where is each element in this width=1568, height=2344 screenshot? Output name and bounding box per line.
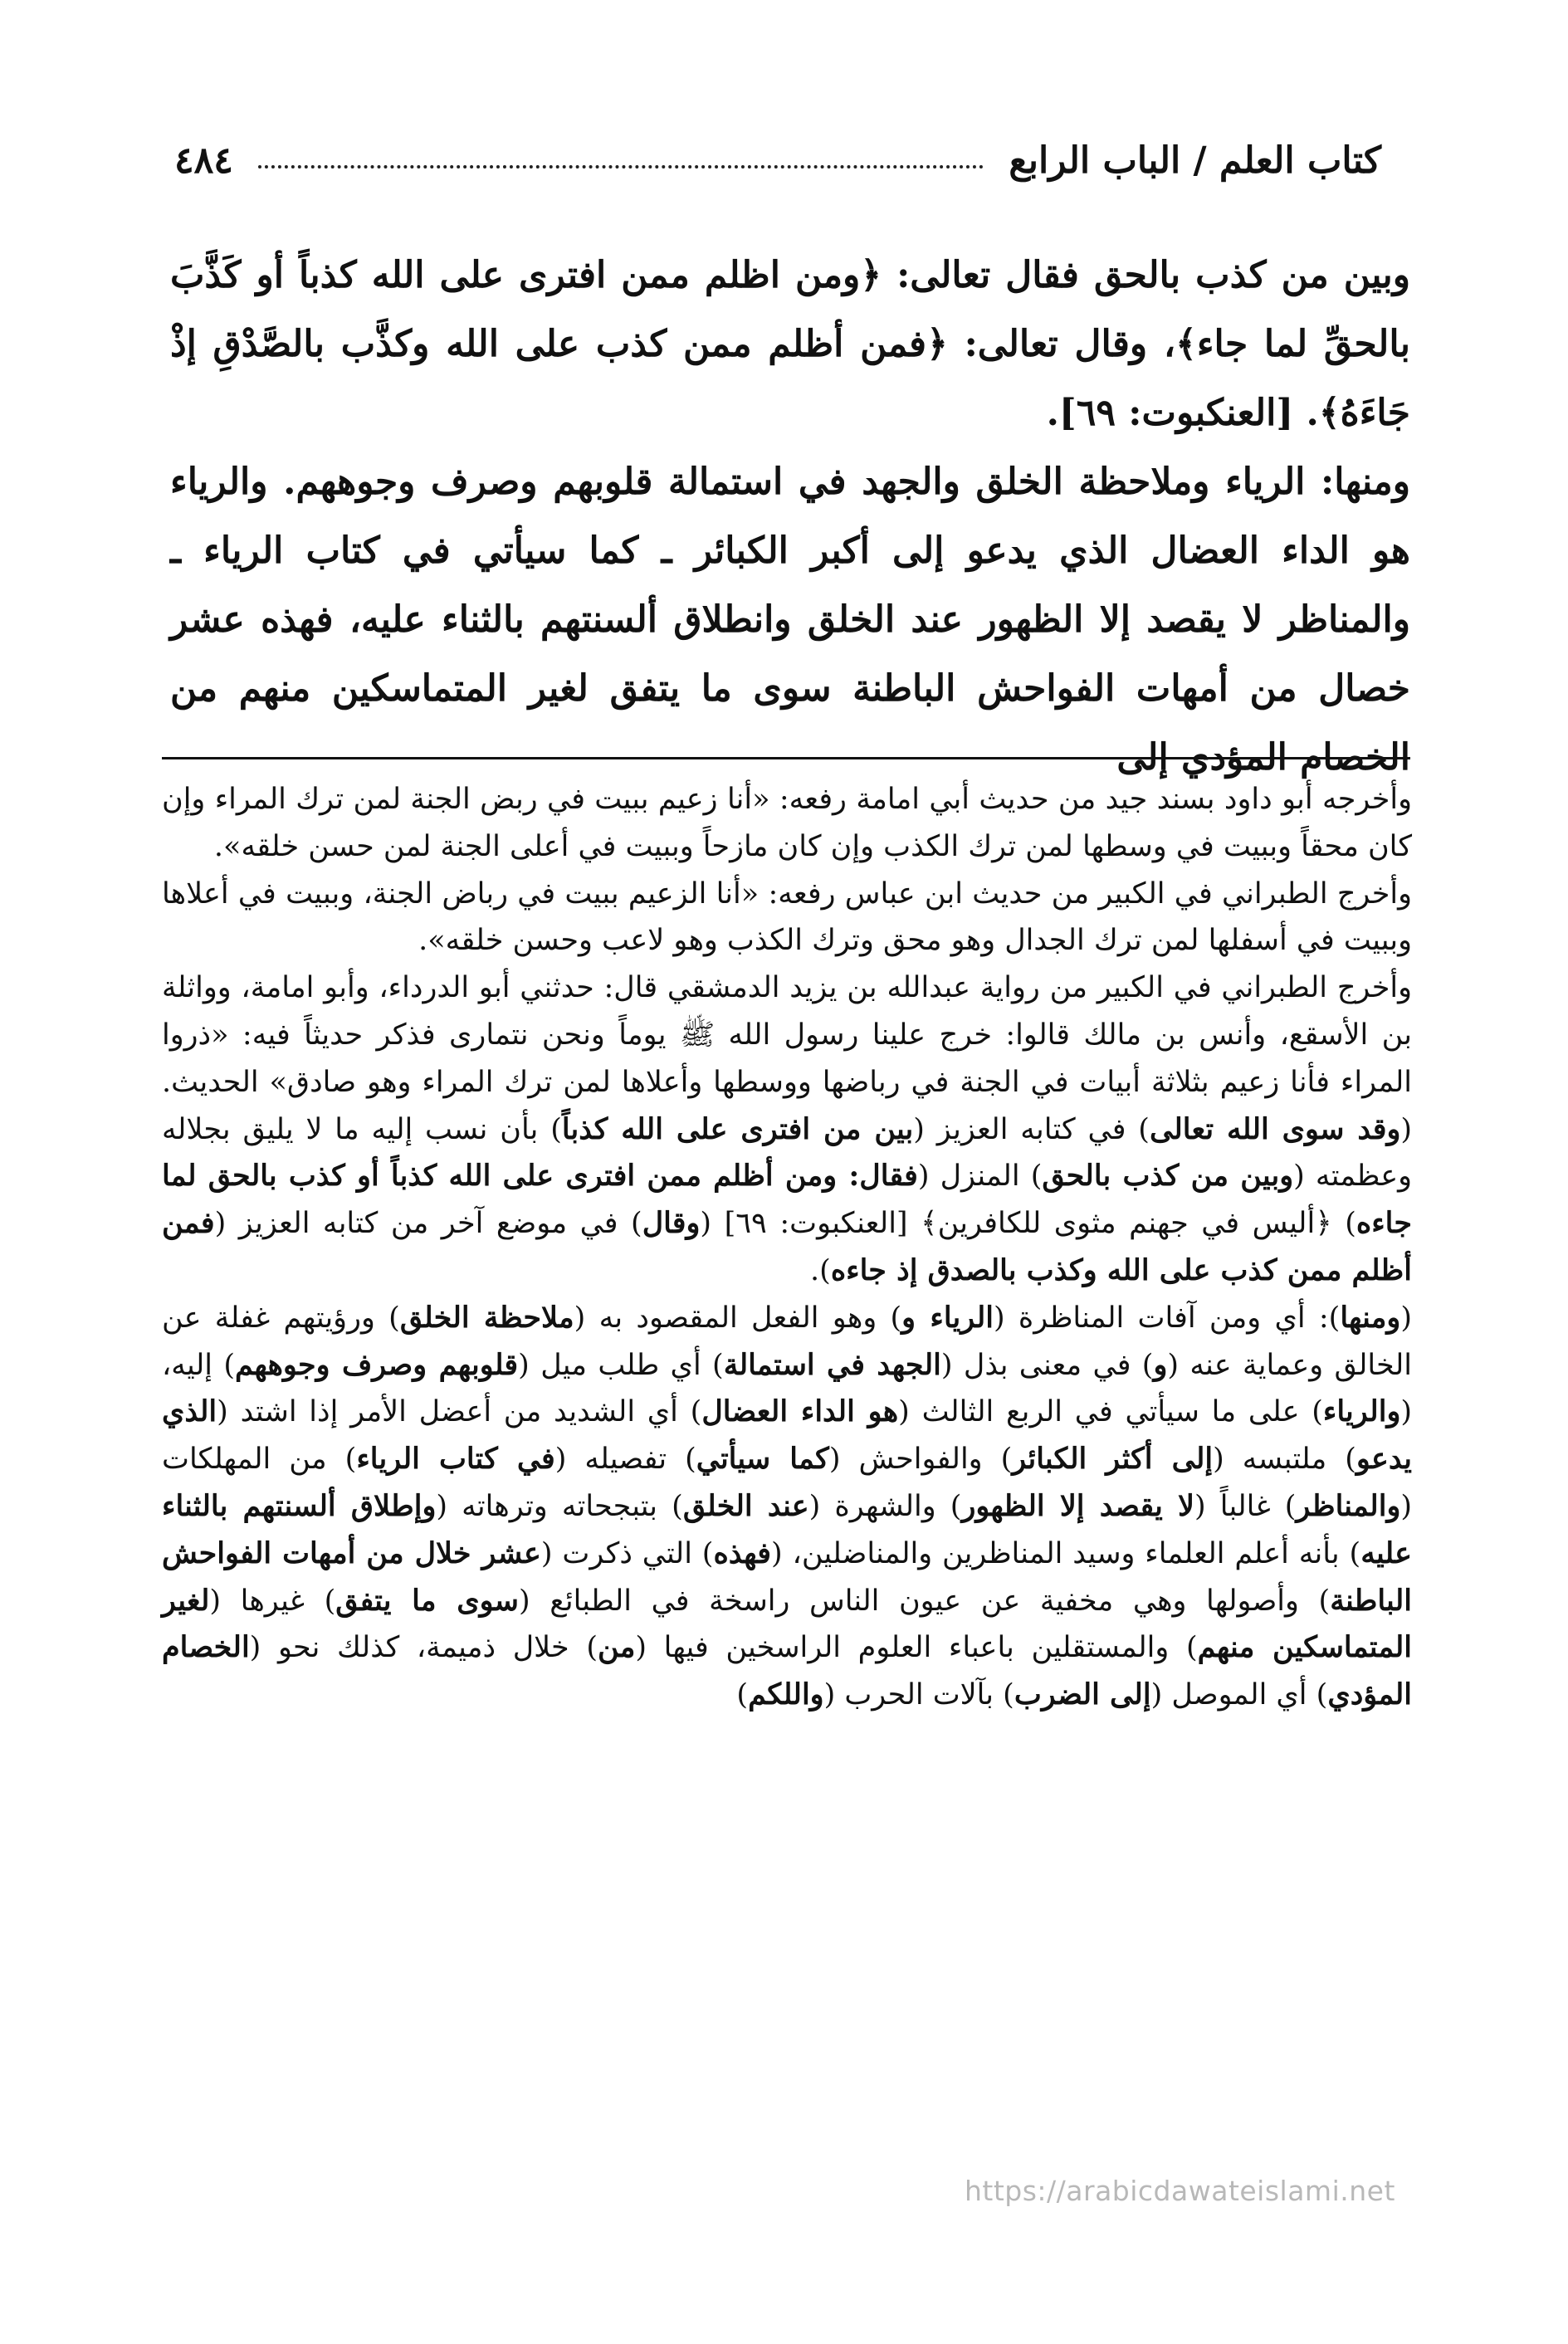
footnote-separator <box>162 757 1410 759</box>
quoted-matn: عند الخلق <box>682 1488 809 1523</box>
note-4 <box>162 1295 1412 1719</box>
note-text: ) والفواحش ( <box>828 1443 1013 1477</box>
main-text <box>170 241 1410 792</box>
paragraph-body: الرياء وملاحظة الخلق والجهد في استمالة قلوبهم وصرف وجوههم. والرياء هو الداء العضال الذي يدعو إلى أكبر الكبائر ـ كما سيأتي في كتاب الرياء ـ والمناظر لا يقصد إلا الظهور عند الخلق وانطلاق ألسنتهم بالثناء عليه، فهذه عشر خصال من أمهات الفواحش الباطنة سوى ما يتفق لغير المتماسكين منهم من الخصام المؤدي إلى <box>170 461 1410 779</box>
note-text: ) خلال ذميمة، كذلك نحو ( <box>249 1631 598 1665</box>
note-text: ) من المهلكات ( <box>162 1443 1412 1523</box>
note-text: ) وأصولها وهي مخفية عن عيون الناس راسخة في الطبائع ( <box>519 1584 1331 1618</box>
quoted-matn: وإطلاق ألسنتهم بالثناء عليه <box>162 1488 1412 1570</box>
quoted-matn: والرياء <box>1322 1394 1401 1429</box>
note-text: ) في موضع آخر من كتابه العزيز ( <box>214 1207 642 1241</box>
quoted-matn: الخصام المؤدي <box>162 1630 1412 1712</box>
quoted-matn: فمن أظلم ممن كذب على الله وكذب بالصدق إذ جاءه <box>162 1206 1412 1287</box>
commentary <box>162 776 1412 1719</box>
note-text: ) على ما سيأتي في الربع الثالث ( <box>898 1395 1323 1429</box>
note-text: ) والشهرة ( <box>808 1489 962 1523</box>
note-text: ). <box>810 1253 831 1287</box>
quoted-matn: وبين من كذب بالحق <box>1042 1159 1294 1194</box>
quoted-matn: فهذه <box>713 1536 772 1570</box>
note-text: ) إليه، ( <box>162 1348 1412 1429</box>
quoted-matn: قلوبهم وصرف وجوههم <box>235 1347 519 1382</box>
note-text: ) التي ذكرت ( <box>540 1536 714 1570</box>
quoted-matn: الذي يدعو <box>162 1394 1412 1477</box>
quoted-matn: الرياء و <box>901 1300 994 1335</box>
quoted-matn: بين من افترى على الله كذباً <box>561 1111 914 1146</box>
quoted-matn: ملاحظة الخلق <box>399 1300 574 1335</box>
main-paragraph-1: وبين من كذب بالحق فقال تعالى: ﴿ومن اظلم ممن افترى على الله كذباً أو كَذَّبَ بالحقِّ لما جاء﴾، وقال تعالى: ﴿فمن أظلم ممن كذب على الله وكذَّب بالصَّدْقِ إذْ جَاءَهُ﴾. [العنكبوت: ٦٩]. <box>170 254 1410 434</box>
page-number: ٤٨٤ <box>174 139 233 182</box>
note-text: ) تفصيله ( <box>554 1443 696 1477</box>
note-text: وأخرج الطبراني في الكبير من رواية عبدالله بن يزيد الدمشقي قال: حدثني أبو الدرداء، وأبو امامة، وواثلة بن الأسقع، وأنس بن مالك قالوا: خرج علينا رسول الله ﷺ يوماً ونحن نتمارى فذكر حديثاً فيه: «ذروا المراء فأنا زعيم بثلاثة أبيات في الجنة في رباضها ووسطها وأعلاها لمن ترك المراء وهو صادق» الحديث. ( <box>162 971 1413 1146</box>
running-title: كتاب العلم / الباب الرابع <box>1009 139 1381 182</box>
quoted-matn: إلى الضرب <box>1014 1677 1151 1712</box>
quoted-matn: و <box>1153 1347 1168 1382</box>
quoted-matn: لا يقصد إلا الظهور <box>961 1488 1195 1523</box>
note-text: ) بآلات الحرب ( <box>823 1678 1014 1712</box>
note-text: ) المنزل ( <box>917 1160 1043 1194</box>
page-header <box>174 131 1381 189</box>
note-text: ) غالباً ( <box>1194 1489 1297 1523</box>
note-text: ) ورؤيتهم غفلة عن الخالق وعماية عنه ( <box>162 1301 1413 1382</box>
quoted-matn: وقد سوى الله تعالى <box>1149 1111 1401 1146</box>
quoted-matn: ومنها <box>1340 1300 1401 1335</box>
note-text: ) ﴿أليس في جهنم مثوى للكافرين﴾ [العنكبوت: ٦٩] ( <box>700 1207 1356 1241</box>
main-paragraph-2 <box>170 447 1410 792</box>
note-text: ) في معنى بذل ( <box>940 1348 1154 1382</box>
quoted-matn: كما سيأتي <box>696 1442 829 1477</box>
note-text: ) وهو الفعل المقصود به ( <box>574 1301 902 1335</box>
note-text: ) أي الموصل ( <box>1150 1678 1328 1712</box>
quoted-matn: من <box>597 1630 636 1665</box>
note-text: ) والمستقلين باعباء العلوم الراسخين فيها ( <box>635 1631 1198 1665</box>
note-text: ) في كتابه العزيز ( <box>913 1112 1150 1146</box>
watermark: https://arabicdawateislami.net <box>965 2175 1395 2207</box>
paragraph-lead: ومنها: <box>1320 461 1410 503</box>
note-text: ): أي ومن آفات المناظرة ( <box>993 1301 1341 1335</box>
note-1: وأخرجه أبو داود بسند جيد من حديث أبي امامة رفعه: «أنا زعيم ببيت في ربض الجنة لمن ترك المراء وإن كان محقاً وببيت في وسطها لمن ترك الكذب وإن كان مازحاً وببيت في أعلى الجنة لمن حسن خلقه». <box>162 783 1412 863</box>
note-text: ) بتبجحاته وترهاته ( <box>436 1489 683 1523</box>
quoted-matn: والمناظر <box>1296 1488 1401 1523</box>
note-text: ) بأنه أعلم العلماء وسيد المناظرين والمناضلين، ( <box>771 1536 1361 1570</box>
quoted-matn: الجهد في استمالة <box>723 1347 941 1382</box>
note-text: ( <box>1400 1301 1412 1335</box>
quoted-matn: إلى أكثر الكبائر <box>1012 1442 1214 1477</box>
note-text: ) أي طلب ميل ( <box>518 1348 724 1382</box>
quoted-matn: لغير المتماسكين منهم <box>162 1583 1412 1665</box>
note-text: ) ملتبسه ( <box>1213 1443 1356 1477</box>
quoted-matn: عشر خلال من أمهات الفواحش الباطنة <box>162 1536 1412 1618</box>
header-dotted-leader <box>258 165 984 168</box>
note-text: ) أي الشديد من أعضل الأمر إذا اشتد ( <box>217 1395 702 1429</box>
note-text: ) بأن نسب إليه ما لا يليق بجلاله وعظمته ( <box>162 1112 1412 1194</box>
note-3 <box>162 964 1412 1295</box>
note-text: ) غيرها ( <box>209 1584 336 1618</box>
quoted-matn: وقال <box>642 1206 701 1241</box>
note-text: ) <box>736 1678 749 1712</box>
quoted-matn: فقال: ومن أظلم ممن افترى على الله كذباً أو كذب بالحق لما جاءه <box>162 1159 1412 1241</box>
quoted-matn: سوى ما يتفق <box>335 1583 519 1618</box>
quoted-matn: هو الداء العضال <box>701 1394 899 1429</box>
quoted-matn: في كتاب الرياء <box>356 1442 555 1477</box>
quoted-matn: واللكم <box>748 1677 824 1712</box>
note-2: وأخرج الطبراني في الكبير من حديث ابن عباس رفعه: «أنا الزعيم ببيت في رباض الجنة، وببيت في أعلاها وببيت في أسفلها لمن ترك الجدال وهو محق وترك الكذب وهو لاعب وحسن خلقه». <box>162 877 1412 958</box>
